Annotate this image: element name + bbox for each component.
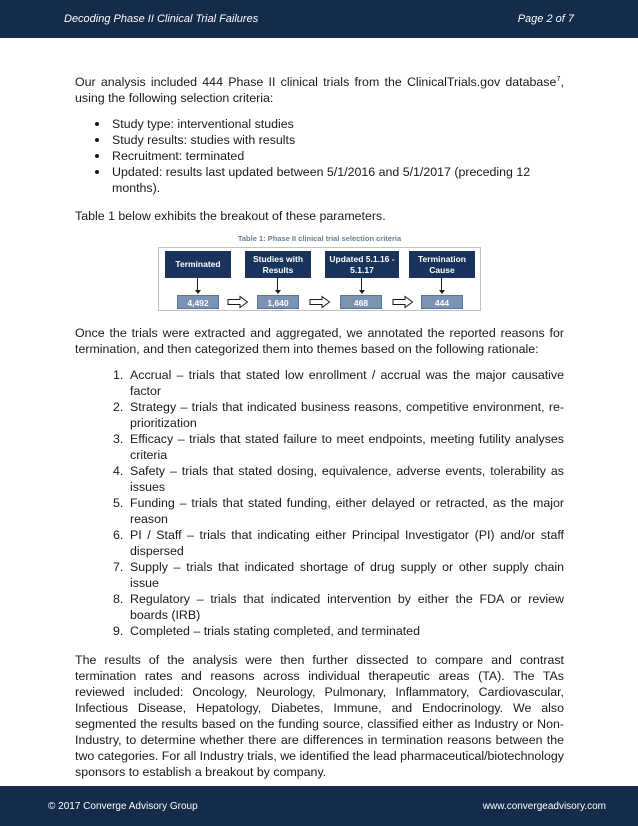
criteria-list — [95, 116, 564, 196]
flow-value-terminated: 4,492 — [177, 295, 219, 309]
page-footer — [0, 786, 638, 826]
page-header — [0, 0, 638, 38]
selection-table — [75, 234, 564, 311]
list-item: 7. Supply – trials that indicated shortage of drug supply or other supply chain issue — [113, 560, 564, 590]
right-arrow-icon — [309, 295, 331, 309]
intro-paragraph: Our analysis included 444 Phase II clinical trials from the ClinicalTrials.gov database$^7$, using the following selection criteria: — [75, 73, 564, 105]
selection-flow — [158, 247, 481, 311]
down-arrow-icon — [359, 290, 365, 294]
list-item: 8. Regulatory – trials that indicated intervention by either the FDA or review boards (IRB) — [113, 592, 564, 622]
page-content — [75, 74, 564, 790]
list-item: 2. Strategy – trials that indicated business reasons, competitive environment, re-prioritization — [113, 400, 564, 430]
list-item: 3. Efficacy – trials that stated failure to meet endpoints, meeting futility analyses criteria — [113, 432, 564, 462]
list-item: Study type: interventional studies — [95, 116, 564, 132]
copyright: © 2017 Converge Advisory Group — [48, 800, 198, 812]
list-item: 1. Accrual – trials that stated low enrollment / accrual was the major causative factor — [113, 368, 564, 398]
themes-intro: Once the trials were extracted and aggregated, we annotated the reported reasons for termination, and then categorized them into themes based on the following rationale: — [75, 326, 564, 356]
list-item: Study results: studies with results — [95, 132, 564, 148]
flow-value-updated: 468 — [340, 295, 382, 309]
list-item: Updated: results last updated between 5/1/2016 and 5/1/2017 (preceding 12 months). — [95, 164, 564, 196]
list-item: 4. Safety – trials that stated dosing, equivalence, adverse events, tolerability as issues — [113, 464, 564, 494]
flow-header-cause: Termination Cause — [409, 251, 475, 278]
flow-value-results: 1,640 — [257, 295, 299, 309]
down-arrow-icon — [439, 290, 445, 294]
list-item: 5. Funding – trials that stated funding, either delayed or retracted, as the major reason — [113, 496, 564, 526]
right-arrow-icon — [392, 295, 414, 309]
reasons-list — [113, 367, 564, 639]
flow-header-results: Studies with Results — [245, 251, 311, 278]
table-intro: Table 1 below exhibits the breakout of these parameters. — [75, 209, 386, 223]
page-number: Page 2 of 7 — [517, 13, 574, 25]
website-link[interactable]: www.convergeadvisory.com — [482, 800, 606, 812]
down-arrow-icon — [275, 290, 281, 294]
closing-paragraph: The results of the analysis were then further dissected to compare and contrast termination rates and reasons across individual therapeutic areas (TA). The TAs reviewed included: Oncology, Neurology, Pulmonary, Inflammatory, Cardiovascular, Infectious Disease, Hepatology, Diabetes, Immune, and Endocrinology. We also segmented the results based on the funding source, classified either as Industry or Non-Industry, to determine whether there are differences in termination reasons between the two categories. For all Industry trials, we identified the lead pharmaceutical/biotechnology sponsors to establish a breakout by company. — [75, 653, 565, 779]
flow-value-cause: 444 — [421, 295, 463, 309]
footnote-ref[interactable]: 7 — [556, 73, 561, 83]
list-item: 6. PI / Staff – trials that indicating either Principal Investigator (PI) and/or staff dispersed — [113, 528, 564, 558]
document-title: Decoding Phase II Clinical Trial Failures — [64, 13, 259, 25]
list-item: Recruitment: terminated — [95, 148, 564, 164]
flow-header-updated: Updated 5.1.16 - 5.1.17 — [325, 251, 399, 278]
table-caption: Table 1: Phase II clinical trial selection criteria — [237, 234, 402, 243]
right-arrow-icon — [227, 295, 249, 309]
down-arrow-icon — [195, 290, 201, 294]
flow-header-terminated: Terminated — [165, 251, 231, 278]
list-item: 9. Completed – trials stating completed, and terminated — [113, 624, 420, 638]
